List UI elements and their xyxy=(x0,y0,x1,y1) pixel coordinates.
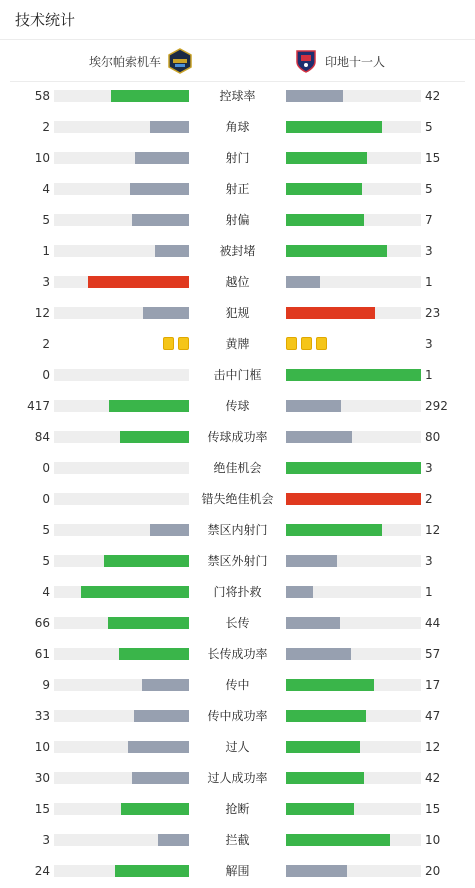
away-bar-track xyxy=(286,307,421,319)
home-value: 15 xyxy=(34,802,50,816)
away-bar-fill xyxy=(286,803,354,815)
home-bar-fill xyxy=(130,183,189,195)
stat-label: 越位 xyxy=(225,275,250,289)
away-value: 57 xyxy=(425,647,441,661)
away-bar-fill xyxy=(286,431,352,443)
stat-label: 解围 xyxy=(225,864,250,878)
stat-row xyxy=(0,391,475,422)
stat-row xyxy=(0,205,475,236)
yellow-card-icon xyxy=(163,337,174,350)
stat-row xyxy=(0,546,475,577)
yellow-card-icon xyxy=(301,337,312,350)
stat-row xyxy=(0,763,475,794)
away-bar-track xyxy=(286,462,421,474)
away-bar-fill xyxy=(286,493,421,505)
away-value: 10 xyxy=(425,833,441,847)
away-yellow-cards xyxy=(286,337,327,350)
home-team xyxy=(89,48,193,74)
stat-label: 门将扑救 xyxy=(213,585,262,599)
away-bar-track xyxy=(286,524,421,536)
home-bar-fill xyxy=(135,152,189,164)
home-bar-track xyxy=(54,214,189,226)
stat-label: 角球 xyxy=(225,120,250,134)
away-bar-fill xyxy=(286,555,337,567)
home-value: 4 xyxy=(42,182,50,196)
stat-row xyxy=(0,515,475,546)
home-value: 0 xyxy=(42,492,50,506)
away-value: 2 xyxy=(425,492,433,506)
home-bar-track xyxy=(54,741,189,753)
away-bar-fill xyxy=(286,865,347,877)
stat-label: 过人成功率 xyxy=(207,771,268,785)
home-bar-track xyxy=(54,710,189,722)
away-bar-fill xyxy=(286,276,320,288)
home-value: 5 xyxy=(42,523,50,537)
away-bar-fill xyxy=(286,586,313,598)
stat-label: 禁区内射门 xyxy=(207,523,268,537)
away-bar-fill xyxy=(286,462,421,474)
stat-row xyxy=(0,143,475,174)
home-bar-fill xyxy=(81,586,189,598)
away-bar-track xyxy=(286,834,421,846)
home-bar-fill xyxy=(132,214,189,226)
home-value: 61 xyxy=(34,647,50,661)
home-team-name: 埃尔帕索机车 xyxy=(88,54,161,69)
home-bar-fill xyxy=(132,772,189,784)
stat-label: 传球 xyxy=(225,399,250,413)
away-bar-fill xyxy=(286,772,364,784)
away-value: 7 xyxy=(425,213,433,227)
home-value: 66 xyxy=(34,616,50,630)
stat-label: 传球成功率 xyxy=(207,430,268,444)
home-value: 12 xyxy=(34,306,50,320)
stat-label: 射正 xyxy=(225,182,250,196)
away-bar-track xyxy=(286,152,421,164)
stat-label: 拦截 xyxy=(225,833,250,847)
home-bar-track xyxy=(54,648,189,660)
away-bar-fill xyxy=(286,245,387,257)
home-bar-track xyxy=(54,586,189,598)
home-bar-track xyxy=(54,121,189,133)
home-value: 24 xyxy=(34,864,50,878)
home-bar-fill xyxy=(150,121,189,133)
away-bar-track xyxy=(286,431,421,443)
home-value: 84 xyxy=(34,430,50,444)
home-bar-fill xyxy=(150,524,189,536)
away-bar-fill xyxy=(286,741,360,753)
away-bar-track xyxy=(286,741,421,753)
away-value: 1 xyxy=(425,368,433,382)
stat-label: 黄牌 xyxy=(225,337,250,351)
home-bar-fill xyxy=(88,276,189,288)
away-bar-track xyxy=(286,555,421,567)
stat-row xyxy=(0,732,475,763)
away-bar-fill xyxy=(286,121,382,133)
stat-label: 长传成功率 xyxy=(207,647,268,661)
home-bar-fill xyxy=(108,617,189,629)
stat-label: 错失绝佳机会 xyxy=(201,492,274,506)
stat-row xyxy=(0,422,475,453)
away-bar-track xyxy=(286,493,421,505)
away-bar-fill xyxy=(286,679,374,691)
home-yellow-cards xyxy=(163,337,189,350)
away-bar-track xyxy=(286,369,421,381)
home-value: 3 xyxy=(42,275,50,289)
away-value: 3 xyxy=(425,337,433,351)
home-bar-track xyxy=(54,555,189,567)
away-value: 47 xyxy=(425,709,441,723)
away-value: 15 xyxy=(425,802,441,816)
away-value: 3 xyxy=(425,554,433,568)
home-bar-fill xyxy=(155,245,189,257)
stat-label: 被封堵 xyxy=(219,244,256,258)
stat-label: 传中成功率 xyxy=(207,709,268,723)
stat-row xyxy=(0,608,475,639)
away-value: 12 xyxy=(425,740,441,754)
stat-label: 控球率 xyxy=(219,89,256,103)
away-bar-track xyxy=(286,586,421,598)
stat-row xyxy=(0,577,475,608)
away-bar-fill xyxy=(286,183,362,195)
home-value: 3 xyxy=(42,833,50,847)
yellow-card-icon xyxy=(286,337,297,350)
stat-row xyxy=(0,329,475,360)
stat-label: 击中门框 xyxy=(213,368,262,382)
home-bar-fill xyxy=(120,431,189,443)
away-bar-fill xyxy=(286,90,343,102)
home-bar-fill xyxy=(134,710,189,722)
home-bar-fill xyxy=(158,834,189,846)
home-bar-track xyxy=(54,431,189,443)
away-value: 15 xyxy=(425,151,441,165)
home-value: 30 xyxy=(34,771,50,785)
home-bar-track xyxy=(54,772,189,784)
away-value: 80 xyxy=(425,430,441,444)
home-value: 4 xyxy=(42,585,50,599)
stat-label: 长传 xyxy=(225,616,250,630)
away-bar-track xyxy=(286,400,421,412)
away-bar-fill xyxy=(286,710,366,722)
home-bar-track xyxy=(54,834,189,846)
away-bar-fill xyxy=(286,152,367,164)
home-bar-track xyxy=(54,90,189,102)
home-value: 2 xyxy=(42,337,50,351)
away-bar-fill xyxy=(286,834,390,846)
stat-row xyxy=(0,112,475,143)
home-value: 5 xyxy=(42,213,50,227)
home-bar-track xyxy=(54,245,189,257)
stat-row xyxy=(0,236,475,267)
home-bar-track xyxy=(54,183,189,195)
stat-row xyxy=(0,670,475,701)
stat-row xyxy=(0,856,475,887)
home-team-logo-icon xyxy=(167,48,193,74)
stat-row xyxy=(0,174,475,205)
stat-label: 禁区外射门 xyxy=(207,554,268,568)
teams-header xyxy=(10,40,465,82)
away-team-name: 印地十一人 xyxy=(325,54,386,69)
home-value: 0 xyxy=(42,368,50,382)
away-bar-track xyxy=(286,710,421,722)
home-bar-track xyxy=(54,276,189,288)
home-bar-fill xyxy=(143,307,189,319)
home-value: 1 xyxy=(42,244,50,258)
stat-label: 犯规 xyxy=(225,306,250,320)
away-team xyxy=(293,48,385,74)
stat-row xyxy=(0,298,475,329)
away-value: 1 xyxy=(425,585,433,599)
home-bar-fill xyxy=(128,741,189,753)
home-value: 417 xyxy=(27,399,50,413)
home-value: 10 xyxy=(34,151,50,165)
home-value: 58 xyxy=(34,89,50,103)
home-bar-track xyxy=(54,462,189,474)
home-value: 5 xyxy=(42,554,50,568)
home-bar-fill xyxy=(115,865,189,877)
stat-row xyxy=(0,267,475,298)
stat-label: 射门 xyxy=(225,151,250,165)
home-bar-track xyxy=(54,493,189,505)
home-bar-track xyxy=(54,679,189,691)
yellow-card-icon xyxy=(316,337,327,350)
home-value: 0 xyxy=(42,461,50,475)
away-value: 5 xyxy=(425,120,433,134)
home-bar-track xyxy=(54,152,189,164)
stat-row xyxy=(0,484,475,515)
home-bar-fill xyxy=(111,90,189,102)
away-value: 3 xyxy=(425,244,433,258)
away-bar-track xyxy=(286,183,421,195)
away-bar-fill xyxy=(286,400,341,412)
home-bar-track xyxy=(54,803,189,815)
away-value: 12 xyxy=(425,523,441,537)
stat-row xyxy=(0,639,475,670)
away-bar-track xyxy=(286,245,421,257)
home-bar-fill xyxy=(109,400,189,412)
stat-row xyxy=(0,794,475,825)
home-value: 10 xyxy=(34,740,50,754)
home-bar-track xyxy=(54,307,189,319)
away-bar-track xyxy=(286,865,421,877)
away-bar-fill xyxy=(286,648,351,660)
away-value: 42 xyxy=(425,771,441,785)
away-bar-track xyxy=(286,617,421,629)
home-bar-fill xyxy=(121,803,189,815)
away-bar-track xyxy=(286,214,421,226)
stat-label: 射偏 xyxy=(225,213,250,227)
away-value: 42 xyxy=(425,89,441,103)
stat-label: 传中 xyxy=(225,678,250,692)
away-bar-fill xyxy=(286,617,340,629)
away-bar-fill xyxy=(286,369,421,381)
away-value: 17 xyxy=(425,678,441,692)
away-value: 1 xyxy=(425,275,433,289)
away-value: 292 xyxy=(425,399,448,413)
stat-row xyxy=(0,360,475,391)
home-bar-track xyxy=(54,865,189,877)
home-bar-track xyxy=(54,617,189,629)
away-value: 3 xyxy=(425,461,433,475)
home-bar-track xyxy=(54,400,189,412)
away-bar-fill xyxy=(286,214,364,226)
stat-label: 绝佳机会 xyxy=(213,461,262,475)
away-bar-fill xyxy=(286,307,375,319)
away-bar-track xyxy=(286,121,421,133)
away-value: 44 xyxy=(425,616,441,630)
home-bar-fill xyxy=(119,648,189,660)
home-value: 33 xyxy=(34,709,50,723)
away-bar-track xyxy=(286,648,421,660)
away-value: 5 xyxy=(425,182,433,196)
stat-row xyxy=(0,825,475,856)
yellow-card-icon xyxy=(178,337,189,350)
away-bar-track xyxy=(286,679,421,691)
home-value: 9 xyxy=(42,678,50,692)
stat-label: 抢断 xyxy=(225,802,250,816)
away-bar-track xyxy=(286,276,421,288)
home-bar-fill xyxy=(104,555,189,567)
away-bar-track xyxy=(286,90,421,102)
stat-row xyxy=(0,701,475,732)
away-team-logo-icon xyxy=(293,48,319,74)
away-bar-track xyxy=(286,772,421,784)
stat-row xyxy=(0,81,475,112)
home-value: 2 xyxy=(42,120,50,134)
away-value: 20 xyxy=(425,864,441,878)
page-title: 技术统计 xyxy=(0,0,475,40)
home-bar-track xyxy=(54,369,189,381)
home-bar-track xyxy=(54,524,189,536)
stat-label: 过人 xyxy=(225,740,250,754)
home-bar-fill xyxy=(142,679,189,691)
stat-row xyxy=(0,453,475,484)
away-bar-track xyxy=(286,803,421,815)
away-bar-fill xyxy=(286,524,382,536)
away-value: 23 xyxy=(425,306,441,320)
